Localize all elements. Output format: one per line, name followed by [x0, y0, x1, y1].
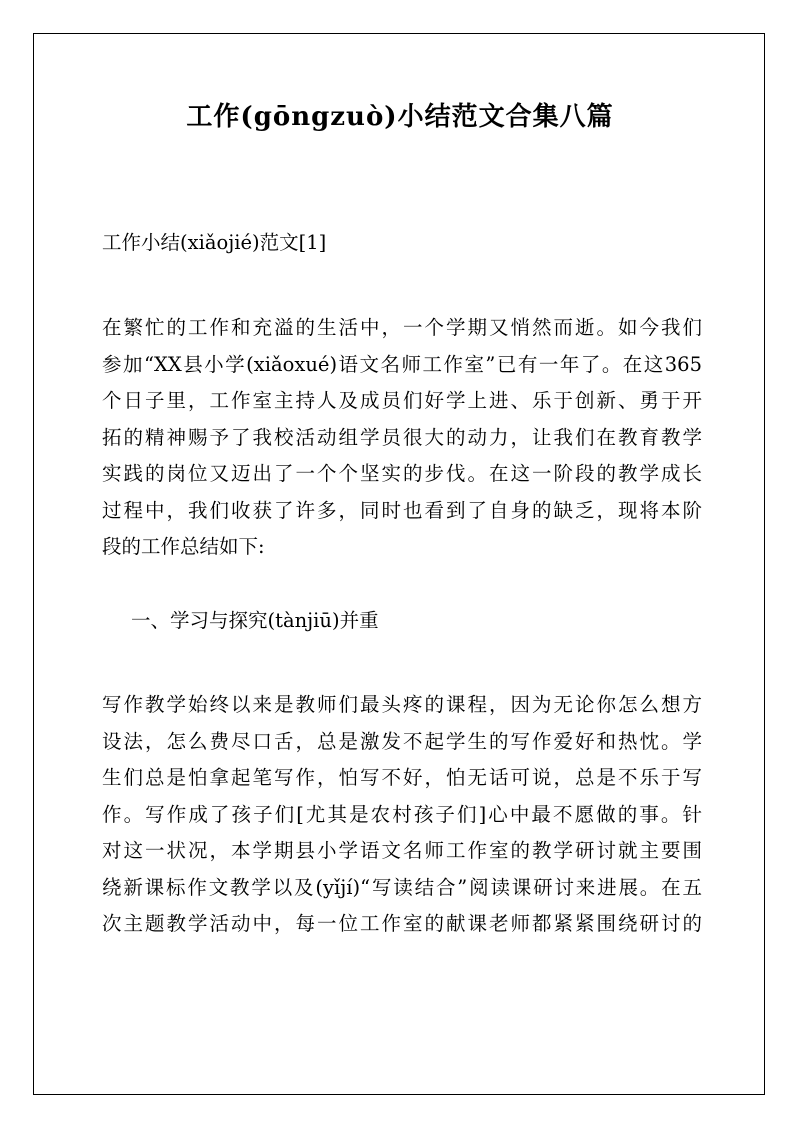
paragraph-line: 绕新课标作文教学以及(yǐjí)“写读结合”阅读课研讨来进展。在五	[102, 875, 702, 899]
section-heading: 一、学习与探究(tànjiū)并重	[131, 609, 379, 632]
paragraph-line: 拓的精神赐予了我校活动组学员很大的动力，让我们在教育教学	[102, 425, 702, 449]
paragraph-line: 作。写作成了孩子们[尤其是农村孩子们]心中最不愿做的事。针	[102, 802, 702, 826]
paragraph-line: 在繁忙的工作和充溢的生活中，一个学期又悄然而逝。如今我们	[102, 316, 702, 339]
paragraph-line: 次主题教学活动中，每一位工作室的献课老师都紧紧围绕研讨的	[102, 912, 702, 935]
paragraph-line: 实践的岗位又迈出了一个个坚实的步伐。在这一阶段的教学成长	[102, 462, 702, 485]
paragraph-line: 个日子里，工作室主持人及成员们好学上进、乐于创新、勇于开	[102, 389, 702, 412]
paragraph-line: 对这一状况，本学期县小学语文名师工作室的教学研讨就主要围	[102, 839, 702, 862]
paragraph-line: 生们总是怕拿起笔写作，怕写不好，怕无话可说，总是不乐于写	[102, 766, 702, 789]
article-subheading: 工作小结(xiǎojié)范文[1]	[102, 231, 327, 254]
paragraph-line: 段的工作总结如下:	[102, 535, 265, 558]
paragraph-2	[102, 687, 702, 943]
paragraph-line: 写作教学始终以来是教师们最头疼的课程，因为无论你怎么想方	[102, 693, 702, 716]
paragraph-line: 设法，怎么费尽口舌，总是激发不起学生的写作爱好和热忱。学	[102, 729, 702, 753]
paragraph-line: 过程中，我们收获了许多，同时也看到了自身的缺乏，现将本阶	[102, 498, 702, 522]
document-title: 工作(gōngzuò)小结范文合集八篇	[186, 102, 614, 132]
paragraph-line: 参加“XX县小学(xiǎoxué)语文名师工作室”已有一年了。在这365	[102, 352, 702, 376]
paragraph-1	[102, 310, 702, 566]
